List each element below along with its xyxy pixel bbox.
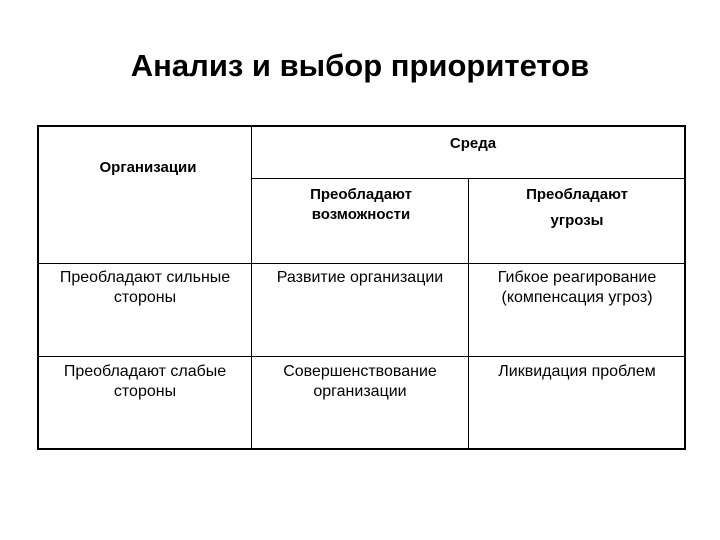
cell-weaknesses-opportunities-line2: организации (313, 383, 407, 400)
row-header-weaknesses (41, 362, 249, 402)
cell-strengths-threats-line2: (компенсация угроз) (501, 289, 653, 306)
matrix-divider-header (39, 263, 684, 264)
cell-weaknesses-opportunities-line1: Совершенствование (283, 363, 437, 380)
row-header-weaknesses-line2: стороны (113, 383, 177, 400)
row-header-strengths-line1: Преобладают сильные (59, 269, 231, 286)
cell-strengths-threats-line1: Гибкое реагирование (497, 269, 657, 286)
matrix-divider-environment (251, 178, 684, 179)
matrix-divider-vertical-columns (468, 179, 469, 448)
column-header-opportunities-line2: возможности (311, 206, 411, 223)
column-header-threats-line1: Преобладают (526, 186, 628, 203)
cell-strengths-opportunities (255, 268, 465, 288)
row-header-strengths-line2: стороны (113, 289, 177, 306)
column-header-threats-line2: угрозы (550, 212, 604, 229)
cell-weaknesses-threats (472, 362, 682, 382)
environment-header: Среда (449, 135, 497, 152)
matrix-divider-row (39, 356, 684, 357)
organization-header: Организации (99, 159, 197, 176)
row-header-weaknesses-line1: Преобладают слабые (63, 363, 227, 380)
column-header-opportunities (261, 185, 461, 225)
matrix-divider-vertical-main (251, 127, 252, 448)
row-header-strengths (41, 268, 249, 308)
column-header-threats (477, 185, 677, 231)
column-header-opportunities-line1: Преобладают (310, 186, 412, 203)
page-title: Анализ и выбор приоритетов (130, 48, 590, 83)
priority-matrix-table (37, 125, 686, 450)
cell-weaknesses-threats-line1: Ликвидация проблем (498, 363, 656, 380)
cell-strengths-threats (472, 268, 682, 308)
cell-weaknesses-opportunities (255, 362, 465, 402)
cell-strengths-opportunities-line1: Развитие организации (276, 269, 444, 286)
